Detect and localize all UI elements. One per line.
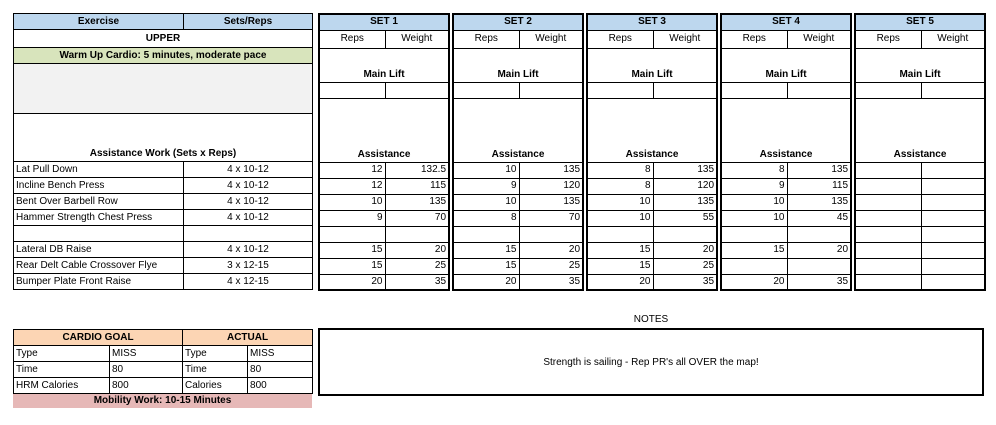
set-row	[319, 242, 449, 258]
set-row	[855, 274, 985, 290]
reps-cell[interactable]	[319, 226, 385, 242]
goal-value[interactable]: 80	[110, 362, 183, 378]
set-table	[586, 13, 718, 291]
reps-cell[interactable]	[855, 226, 921, 242]
weight-cell[interactable]: 135	[385, 194, 449, 210]
set-row	[453, 178, 583, 194]
reps-cell[interactable]: 15	[319, 242, 385, 258]
weight-cell[interactable]: 135	[519, 194, 583, 210]
reps-cell[interactable]: 12	[319, 178, 385, 194]
set-row	[855, 194, 985, 210]
weight-cell[interactable]: 35	[787, 274, 851, 290]
set-row	[587, 194, 717, 210]
exercise-row	[14, 194, 313, 210]
weight-cell[interactable]: 25	[653, 258, 717, 274]
weight-cell[interactable]: 45	[787, 210, 851, 226]
exercise-sets-reps[interactable]: 4 x 10-12	[184, 242, 313, 258]
weight-cell[interactable]: 35	[653, 274, 717, 290]
main-lift-label: Main Lift	[721, 48, 851, 82]
set-row	[587, 242, 717, 258]
reps-cell[interactable]: 8	[721, 162, 787, 178]
set-row	[319, 162, 449, 178]
main-lift-label: Main Lift	[587, 48, 717, 82]
set-row	[721, 162, 851, 178]
weight-cell[interactable]: 70	[385, 210, 449, 226]
goal-label: HRM Calories	[14, 378, 110, 394]
reps-cell[interactable]: 20	[453, 274, 519, 290]
main-lift-label: Main Lift	[855, 48, 985, 82]
weight-cell[interactable]	[921, 274, 985, 290]
reps-header: Reps	[319, 30, 385, 48]
reps-cell[interactable]: 10	[453, 194, 519, 210]
reps-cell[interactable]	[453, 226, 519, 242]
set-4-panel	[720, 13, 852, 291]
set-title: SET 2	[453, 14, 583, 30]
weight-cell[interactable]: 120	[653, 178, 717, 194]
goal-value[interactable]: MISS	[110, 346, 183, 362]
weight-header: Weight	[787, 30, 851, 48]
exercise-row	[14, 162, 313, 178]
weight-header: Weight	[519, 30, 583, 48]
set-row	[855, 162, 985, 178]
set-row	[319, 258, 449, 274]
main-lift-weight[interactable]	[653, 82, 717, 98]
exercise-name[interactable]: Incline Bench Press	[14, 178, 184, 194]
weight-cell[interactable]: 35	[385, 274, 449, 290]
main-lift-label: Main Lift	[453, 48, 583, 82]
set-row	[587, 258, 717, 274]
actual-value[interactable]: 800	[248, 378, 313, 394]
exercise-row	[14, 242, 313, 258]
weight-header: Weight	[921, 30, 985, 48]
cardio-row	[14, 346, 313, 362]
set-row	[721, 210, 851, 226]
reps-cell[interactable]	[855, 242, 921, 258]
weight-cell[interactable]	[519, 226, 583, 242]
set-row	[453, 210, 583, 226]
assistance-label: Assistance	[319, 98, 449, 162]
set-row	[319, 178, 449, 194]
sets-reps-header: Sets/Reps	[184, 14, 313, 30]
set-row	[453, 226, 583, 242]
reps-cell[interactable]	[587, 226, 653, 242]
exercise-name[interactable]: Lateral DB Raise	[14, 242, 184, 258]
exercise-sets-reps[interactable]: 4 x 10-12	[184, 178, 313, 194]
weight-cell[interactable]: 135	[519, 162, 583, 178]
goal-value[interactable]: 800	[110, 378, 183, 394]
reps-header: Reps	[453, 30, 519, 48]
weight-cell[interactable]: 25	[385, 258, 449, 274]
reps-cell[interactable]: 15	[319, 258, 385, 274]
set-row	[453, 194, 583, 210]
exercise-header: Exercise	[14, 14, 184, 30]
reps-cell[interactable]: 8	[453, 210, 519, 226]
set-1-panel	[318, 13, 450, 291]
weight-cell[interactable]: 20	[519, 242, 583, 258]
weight-cell[interactable]: 55	[653, 210, 717, 226]
actual-value[interactable]: 80	[248, 362, 313, 378]
warmup-cardio: Warm Up Cardio: 5 minutes, moderate pace	[14, 48, 313, 64]
set-row	[721, 226, 851, 242]
reps-cell[interactable]: 8	[587, 178, 653, 194]
assistance-work-header: Assistance Work (Sets x Reps)	[14, 114, 313, 162]
weight-cell[interactable]: 20	[653, 242, 717, 258]
exercise-name[interactable]: Bumper Plate Front Raise	[14, 274, 184, 290]
set-3-panel	[586, 13, 718, 291]
set-row	[721, 194, 851, 210]
weight-cell[interactable]	[787, 226, 851, 242]
cardio-goal-title: CARDIO GOAL	[14, 330, 183, 346]
set-table	[452, 13, 584, 291]
main-lift-reps[interactable]	[319, 82, 385, 98]
assistance-label: Assistance	[721, 98, 851, 162]
goal-label: Type	[14, 346, 110, 362]
exercise-sets-reps[interactable]: 4 x 10-12	[184, 162, 313, 178]
exercise-sets-reps[interactable]: 4 x 12-15	[184, 274, 313, 290]
cardio-table	[13, 329, 313, 394]
set-title: SET 4	[721, 14, 851, 30]
main-lift-reps[interactable]	[587, 82, 653, 98]
weight-cell[interactable]	[921, 210, 985, 226]
exercise-row	[14, 178, 313, 194]
actual-label: Calories	[183, 378, 248, 394]
main-lift-weight[interactable]	[519, 82, 583, 98]
main-lift-label: Main Lift	[319, 48, 449, 82]
set-row	[855, 226, 985, 242]
set-row	[587, 210, 717, 226]
exercise-name[interactable]: Hammer Strength Chest Press	[14, 210, 184, 226]
weight-cell[interactable]: 135	[787, 162, 851, 178]
reps-cell[interactable]: 15	[587, 258, 653, 274]
main-lift-reps[interactable]	[721, 82, 787, 98]
goal-label: Time	[14, 362, 110, 378]
reps-cell[interactable]	[855, 178, 921, 194]
weight-cell[interactable]	[921, 178, 985, 194]
actual-label: Type	[183, 346, 248, 362]
reps-cell[interactable]: 15	[453, 242, 519, 258]
section-title: UPPER	[14, 30, 313, 48]
set-row	[855, 258, 985, 274]
set-row	[587, 274, 717, 290]
reps-cell[interactable]	[855, 194, 921, 210]
weight-cell[interactable]: 35	[519, 274, 583, 290]
main-lift-weight[interactable]	[787, 82, 851, 98]
reps-cell[interactable]	[721, 258, 787, 274]
exercise-row	[14, 226, 313, 242]
exercise-sets-reps[interactable]: 4 x 10-12	[184, 194, 313, 210]
set-row	[855, 242, 985, 258]
main-lift-reps[interactable]	[453, 82, 519, 98]
set-row	[855, 210, 985, 226]
set-row	[587, 162, 717, 178]
weight-cell[interactable]	[653, 226, 717, 242]
weight-cell[interactable]	[921, 258, 985, 274]
exercise-row	[14, 258, 313, 274]
reps-cell[interactable]: 10	[721, 210, 787, 226]
reps-cell[interactable]	[855, 162, 921, 178]
exercise-name[interactable]	[14, 226, 184, 242]
reps-cell[interactable]: 10	[319, 194, 385, 210]
weight-cell[interactable]: 135	[787, 194, 851, 210]
reps-cell[interactable]: 15	[721, 242, 787, 258]
actual-title: ACTUAL	[183, 330, 313, 346]
set-row	[721, 242, 851, 258]
exercise-sets-reps[interactable]: 4 x 10-12	[184, 210, 313, 226]
set-row	[721, 258, 851, 274]
assistance-label: Assistance	[453, 98, 583, 162]
assistance-label: Assistance	[587, 98, 717, 162]
weight-cell[interactable]: 115	[787, 178, 851, 194]
reps-cell[interactable]: 10	[587, 194, 653, 210]
cardio-panel	[13, 329, 313, 408]
weight-cell[interactable]: 132.5	[385, 162, 449, 178]
weight-cell[interactable]: 20	[787, 242, 851, 258]
weight-cell[interactable]: 20	[385, 242, 449, 258]
exercise-table	[13, 13, 313, 290]
notes-box[interactable]	[318, 328, 984, 396]
actual-value[interactable]: MISS	[248, 346, 313, 362]
reps-cell[interactable]: 9	[319, 210, 385, 226]
set-row	[453, 274, 583, 290]
main-lift-weight[interactable]	[921, 82, 985, 98]
set-row	[319, 210, 449, 226]
reps-cell[interactable]: 20	[319, 274, 385, 290]
weight-cell[interactable]: 115	[385, 178, 449, 194]
reps-cell[interactable]: 10	[453, 162, 519, 178]
weight-header: Weight	[385, 30, 449, 48]
assistance-label: Assistance	[855, 98, 985, 162]
actual-label: Time	[183, 362, 248, 378]
weight-cell[interactable]	[921, 242, 985, 258]
set-row	[319, 274, 449, 290]
weight-cell[interactable]: 135	[653, 162, 717, 178]
main-lift-placeholder	[14, 64, 313, 114]
set-table	[854, 13, 986, 291]
set-title: SET 1	[319, 14, 449, 30]
exercise-name[interactable]: Rear Delt Cable Crossover Flye	[14, 258, 184, 274]
weight-cell[interactable]	[787, 258, 851, 274]
mobility-work: Mobility Work: 10-15 Minutes	[13, 394, 312, 408]
reps-cell[interactable]: 15	[587, 242, 653, 258]
reps-cell[interactable]	[855, 274, 921, 290]
set-5-panel	[854, 13, 986, 291]
weight-header: Weight	[653, 30, 717, 48]
reps-header: Reps	[721, 30, 787, 48]
reps-cell[interactable]: 10	[587, 210, 653, 226]
weight-cell[interactable]: 135	[653, 194, 717, 210]
weight-cell[interactable]	[385, 226, 449, 242]
weight-cell[interactable]: 25	[519, 258, 583, 274]
exercise-row	[14, 210, 313, 226]
notes-text: Strength is sailing - Rep PR's all OVER the map!	[543, 356, 759, 368]
reps-cell[interactable]	[855, 210, 921, 226]
set-table	[720, 13, 852, 291]
set-row	[453, 162, 583, 178]
weight-cell[interactable]: 120	[519, 178, 583, 194]
set-title: SET 3	[587, 14, 717, 30]
exercise-panel	[13, 13, 313, 290]
weight-cell[interactable]: 70	[519, 210, 583, 226]
reps-cell[interactable]: 15	[453, 258, 519, 274]
weight-cell[interactable]	[921, 194, 985, 210]
set-row	[319, 226, 449, 242]
exercise-name[interactable]: Bent Over Barbell Row	[14, 194, 184, 210]
reps-header: Reps	[587, 30, 653, 48]
exercise-name[interactable]: Lat Pull Down	[14, 162, 184, 178]
set-table	[318, 13, 450, 291]
set-row	[721, 274, 851, 290]
cardio-row	[14, 362, 313, 378]
weight-cell[interactable]	[921, 226, 985, 242]
main-lift-reps[interactable]	[855, 82, 921, 98]
set-row	[587, 226, 717, 242]
notes-title: NOTES	[633, 314, 669, 325]
exercise-sets-reps[interactable]: 3 x 12-15	[184, 258, 313, 274]
reps-cell[interactable]: 9	[453, 178, 519, 194]
set-title: SET 5	[855, 14, 985, 30]
reps-cell[interactable]: 8	[587, 162, 653, 178]
reps-cell[interactable]: 20	[587, 274, 653, 290]
set-row	[453, 242, 583, 258]
reps-cell[interactable]: 9	[721, 178, 787, 194]
exercise-row	[14, 274, 313, 290]
set-row	[319, 194, 449, 210]
set-2-panel	[452, 13, 584, 291]
reps-header: Reps	[855, 30, 921, 48]
cardio-row	[14, 378, 313, 394]
reps-cell[interactable]: 10	[721, 194, 787, 210]
main-lift-weight[interactable]	[385, 82, 449, 98]
exercise-sets-reps[interactable]	[184, 226, 313, 242]
set-row	[721, 178, 851, 194]
set-row	[453, 258, 583, 274]
set-row	[587, 178, 717, 194]
reps-cell[interactable]	[721, 226, 787, 242]
reps-cell[interactable]	[855, 258, 921, 274]
reps-cell[interactable]: 20	[721, 274, 787, 290]
weight-cell[interactable]	[921, 162, 985, 178]
set-row	[855, 178, 985, 194]
reps-cell[interactable]: 12	[319, 162, 385, 178]
